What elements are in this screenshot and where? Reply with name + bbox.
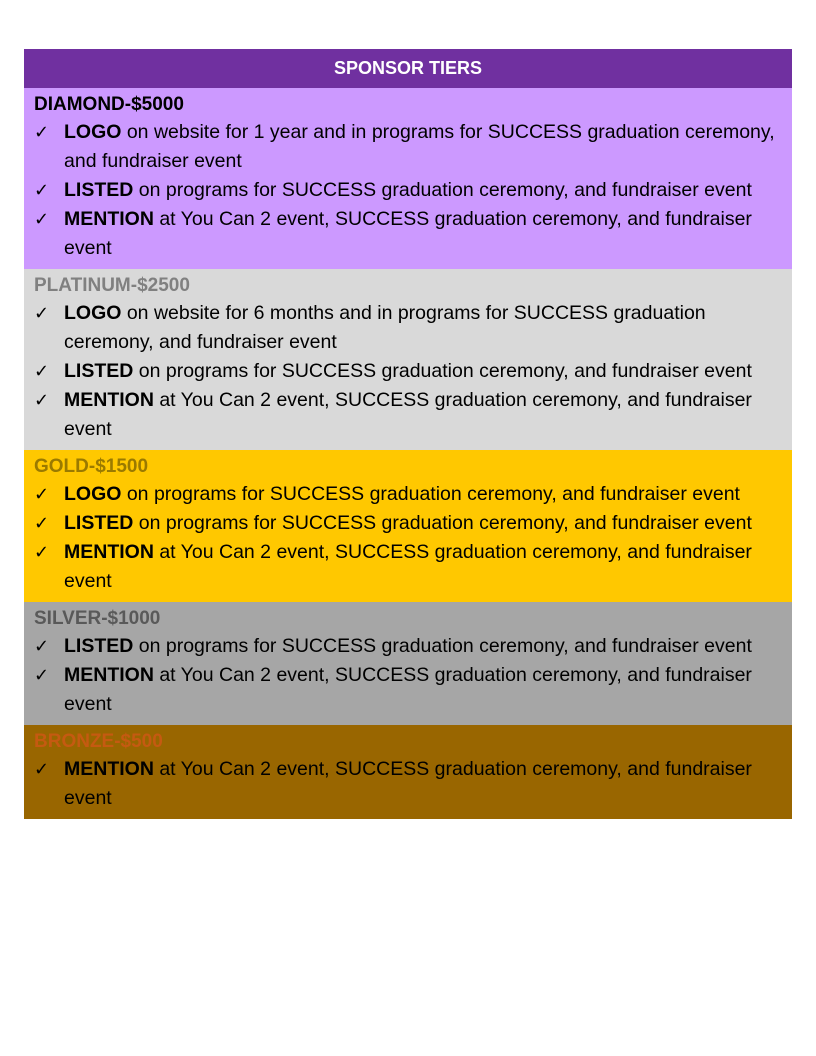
benefit-text: on programs for SUCCESS graduation ceremony, and fundraiser event <box>133 360 752 382</box>
check-icon: ✓ <box>34 636 50 657</box>
benefit-keyword: MENTION <box>64 389 154 411</box>
benefit-item <box>34 357 782 386</box>
benefit-text: at You Can 2 event, SUCCESS graduation ceremony, and fundraiser event <box>64 541 752 592</box>
benefit-item <box>34 755 782 813</box>
check-icon: ✓ <box>34 303 50 324</box>
benefit-text: on website for 1 year and in programs for SUCCESS graduation ceremony, and fundraiser event <box>64 121 775 172</box>
tier-list <box>24 88 792 819</box>
tier-title: DIAMOND-$5000 <box>34 94 184 115</box>
check-icon: ✓ <box>34 542 50 563</box>
tier-title: BRONZE-$500 <box>34 731 163 752</box>
check-icon: ✓ <box>34 122 50 143</box>
check-icon: ✓ <box>34 484 50 505</box>
benefit-list <box>34 480 782 596</box>
benefit-text: at You Can 2 event, SUCCESS graduation ceremony, and fundraiser event <box>64 208 752 259</box>
check-icon: ✓ <box>34 390 50 411</box>
tier-title: PLATINUM-$2500 <box>34 275 190 296</box>
benefit-keyword: LOGO <box>64 121 122 143</box>
benefit-keyword: MENTION <box>64 208 154 230</box>
benefit-text: at You Can 2 event, SUCCESS graduation ceremony, and fundraiser event <box>64 758 752 809</box>
benefit-text: on programs for SUCCESS graduation ceremony, and fundraiser event <box>133 635 752 657</box>
benefit-item <box>34 118 782 176</box>
sponsor-tiers-table <box>24 49 792 819</box>
benefit-item <box>34 299 782 357</box>
benefit-text: at You Can 2 event, SUCCESS graduation ceremony, and fundraiser event <box>64 389 752 440</box>
tier-title: SILVER-$1000 <box>34 608 161 629</box>
benefit-item <box>34 509 782 538</box>
benefit-text: on programs for SUCCESS graduation ceremony, and fundraiser event <box>133 512 752 534</box>
tier-title: GOLD-$1500 <box>34 456 149 477</box>
benefit-list <box>34 632 782 719</box>
benefit-keyword: MENTION <box>64 758 154 780</box>
benefit-keyword: MENTION <box>64 664 154 686</box>
benefit-keyword: LISTED <box>64 512 134 534</box>
benefit-item <box>34 480 782 509</box>
benefit-item <box>34 538 782 596</box>
benefit-item <box>34 386 782 444</box>
tier-section-3 <box>24 602 792 725</box>
check-icon: ✓ <box>34 361 50 382</box>
tier-section-0 <box>24 88 792 269</box>
benefit-list <box>34 299 782 444</box>
benefit-keyword: LOGO <box>64 302 122 324</box>
benefit-text: on programs for SUCCESS graduation ceremony, and fundraiser event <box>133 179 752 201</box>
tier-section-1 <box>24 269 792 450</box>
tier-section-4 <box>24 725 792 819</box>
benefit-item <box>34 661 782 719</box>
check-icon: ✓ <box>34 209 50 230</box>
benefit-item <box>34 632 782 661</box>
check-icon: ✓ <box>34 759 50 780</box>
benefit-text: at You Can 2 event, SUCCESS graduation ceremony, and fundraiser event <box>64 664 752 715</box>
check-icon: ✓ <box>34 180 50 201</box>
benefit-list <box>34 755 782 813</box>
check-icon: ✓ <box>34 665 50 686</box>
benefit-text: on programs for SUCCESS graduation ceremony, and fundraiser event <box>121 483 740 505</box>
tier-section-2 <box>24 450 792 602</box>
benefit-keyword: LOGO <box>64 483 122 505</box>
benefit-keyword: MENTION <box>64 541 154 563</box>
benefit-keyword: LISTED <box>64 635 134 657</box>
benefit-keyword: LISTED <box>64 179 134 201</box>
benefit-text: on website for 6 months and in programs for SUCCESS graduation ceremony, and fundraiser event <box>64 302 706 353</box>
benefit-list <box>34 118 782 263</box>
benefit-keyword: LISTED <box>64 360 134 382</box>
table-title: SPONSOR TIERS <box>333 58 483 78</box>
benefit-item <box>34 205 782 263</box>
check-icon: ✓ <box>34 513 50 534</box>
benefit-item <box>34 176 782 205</box>
table-header <box>24 49 792 88</box>
